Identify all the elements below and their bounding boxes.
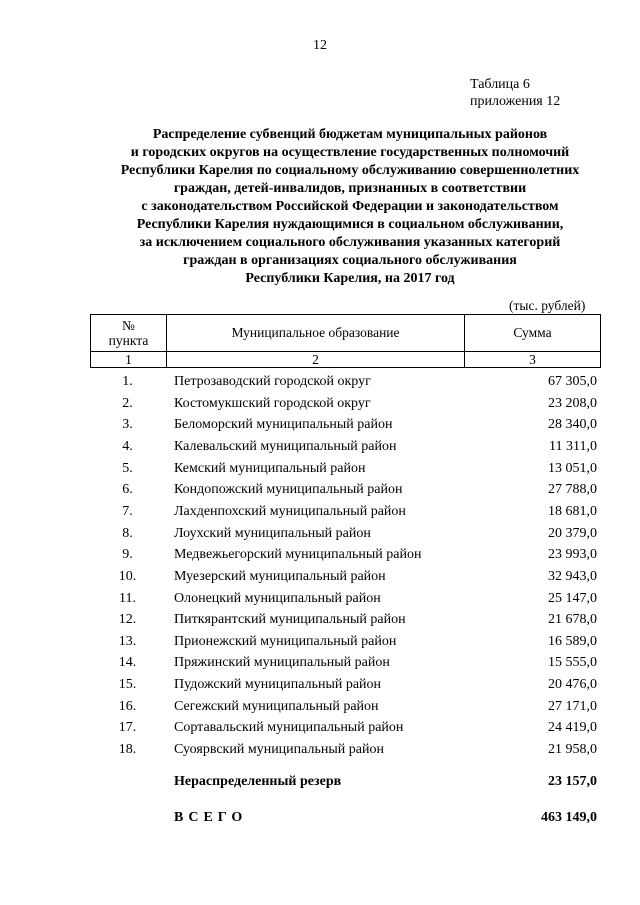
row-number: 16.: [118, 698, 137, 714]
table-row: [0, 437, 640, 457]
table-row: [0, 524, 640, 544]
table-reference: [470, 76, 560, 110]
row-number: 3.: [122, 417, 133, 433]
title-line: с законодательством Российской Федерации и законодательством: [141, 199, 559, 214]
table-row: [0, 610, 640, 630]
row-amount: 25 147,0: [548, 590, 597, 606]
row-municipality: Сегежский муниципальный район: [174, 698, 379, 714]
row-number: 9.: [122, 547, 133, 563]
title-line: граждан, детей-инвалидов, признанных в соответствии: [173, 181, 527, 196]
table-row: [0, 675, 640, 695]
title-line: граждан в организациях социального обслуживания: [183, 253, 517, 268]
title-line: Республики Карелия нуждающимися в социальном обслуживании,: [136, 217, 564, 232]
table-row: [0, 480, 640, 500]
page-number: 12: [313, 38, 327, 53]
table-row: [0, 567, 640, 587]
title-line: за исключением социального обслуживания указанных категорий: [139, 235, 561, 250]
row-amount: 21 958,0: [548, 742, 597, 758]
row-number: 1.: [122, 374, 133, 389]
row-amount: 20 379,0: [548, 525, 597, 541]
row-municipality: Сортавальский муниципальный район: [174, 720, 404, 736]
row-municipality: Кемский муниципальный район: [174, 460, 366, 476]
table-row: [0, 415, 640, 435]
total-row: [0, 808, 640, 828]
row-amount: 27 788,0: [548, 482, 597, 498]
row-municipality: Лоухский муниципальный район: [174, 525, 371, 541]
total-amount: 463 149,0: [541, 810, 597, 825]
row-municipality: Муезерский муниципальный район: [174, 568, 386, 584]
table-row: [0, 394, 640, 414]
title-line: Распределение субвенций бюджетам муниципальных районов: [152, 127, 548, 142]
row-number: 18.: [118, 742, 137, 758]
table-row: [0, 653, 640, 673]
row-number: 15.: [118, 677, 137, 693]
table-header: [90, 314, 601, 368]
row-number: 6.: [122, 482, 133, 498]
table-ref-line2: приложения 12: [470, 94, 561, 109]
row-amount: 23 208,0: [548, 395, 597, 411]
table-row: [0, 372, 640, 392]
row-number: 7.: [122, 503, 133, 519]
row-amount: 15 555,0: [548, 655, 597, 671]
reserve-amount: 23 157,0: [548, 774, 597, 789]
row-number: 4.: [122, 438, 133, 454]
table-row: [0, 740, 640, 760]
reserve-row: [0, 772, 640, 792]
units-label: (тыс. рублей): [509, 298, 586, 313]
row-number: 5.: [122, 460, 133, 476]
row-municipality: Лахденпохский муниципальный район: [174, 503, 406, 519]
row-number: 8.: [122, 525, 133, 541]
row-municipality: Пряжинский муниципальный район: [174, 655, 390, 671]
table-row: [0, 632, 640, 652]
row-municipality: Олонецкий муниципальный район: [174, 590, 381, 606]
row-municipality: Кондопожский муниципальный район: [174, 482, 403, 498]
row-municipality: Суоярвский муниципальный район: [174, 742, 384, 758]
header-col-number: [91, 315, 167, 352]
title-line: Республики Карелия по социальному обслуживанию совершеннолетних: [120, 163, 580, 178]
row-municipality: Петрозаводский городской округ: [174, 374, 371, 389]
total-label: ВСЕГО: [174, 810, 248, 825]
row-amount: 28 340,0: [548, 417, 597, 433]
row-number: 2.: [122, 395, 133, 411]
row-municipality: Беломорский муниципальный район: [174, 417, 393, 433]
row-amount: 11 311,0: [549, 438, 597, 454]
row-amount: 13 051,0: [548, 460, 597, 476]
document-title: [70, 126, 630, 288]
table-row: [0, 718, 640, 738]
row-amount: 24 419,0: [548, 720, 597, 736]
row-municipality: Прионежский муниципальный район: [174, 633, 397, 649]
table-ref-line1: Таблица 6: [470, 77, 530, 92]
header-index-2: 2: [167, 352, 465, 368]
row-number: 10.: [118, 568, 137, 584]
row-amount: 67 305,0: [548, 374, 597, 389]
table-row: [0, 545, 640, 565]
row-amount: 23 993,0: [548, 547, 597, 563]
row-number: 12.: [118, 612, 137, 628]
table-row: [0, 697, 640, 717]
header-number-label: пункта: [108, 333, 149, 348]
table-row: [0, 502, 640, 522]
title-line: и городских округов на осуществление государственных полномочий: [130, 145, 570, 160]
row-municipality: Медвежьегорский муниципальный район: [174, 547, 422, 563]
header-col-municipality: Муниципальное образование: [167, 315, 465, 352]
row-municipality: Пудожский муниципальный район: [174, 677, 382, 693]
title-line: Республики Карелия, на 2017 год: [245, 271, 455, 286]
row-amount: 21 678,0: [548, 612, 597, 628]
header-index-1: 1: [91, 352, 167, 368]
row-amount: 16 589,0: [548, 633, 597, 649]
reserve-label: Нераспределенный резерв: [174, 774, 342, 789]
header-index-3: 3: [465, 352, 601, 368]
row-municipality: Калевальский муниципальный район: [174, 438, 397, 454]
row-amount: 32 943,0: [548, 568, 597, 584]
table-row: [0, 459, 640, 479]
row-number: 13.: [118, 633, 137, 649]
row-number: 14.: [118, 655, 137, 671]
row-municipality: Костомукшский городской округ: [174, 395, 371, 411]
header-number-symbol: №: [122, 318, 135, 333]
row-amount: 20 476,0: [548, 677, 597, 693]
header-col-amount: Сумма: [465, 315, 601, 352]
row-amount: 18 681,0: [548, 503, 597, 519]
table-row: [0, 589, 640, 609]
row-amount: 27 171,0: [548, 698, 597, 714]
row-number: 11.: [119, 590, 136, 606]
row-number: 17.: [118, 720, 137, 736]
row-municipality: Питкярантский муниципальный район: [174, 612, 406, 628]
